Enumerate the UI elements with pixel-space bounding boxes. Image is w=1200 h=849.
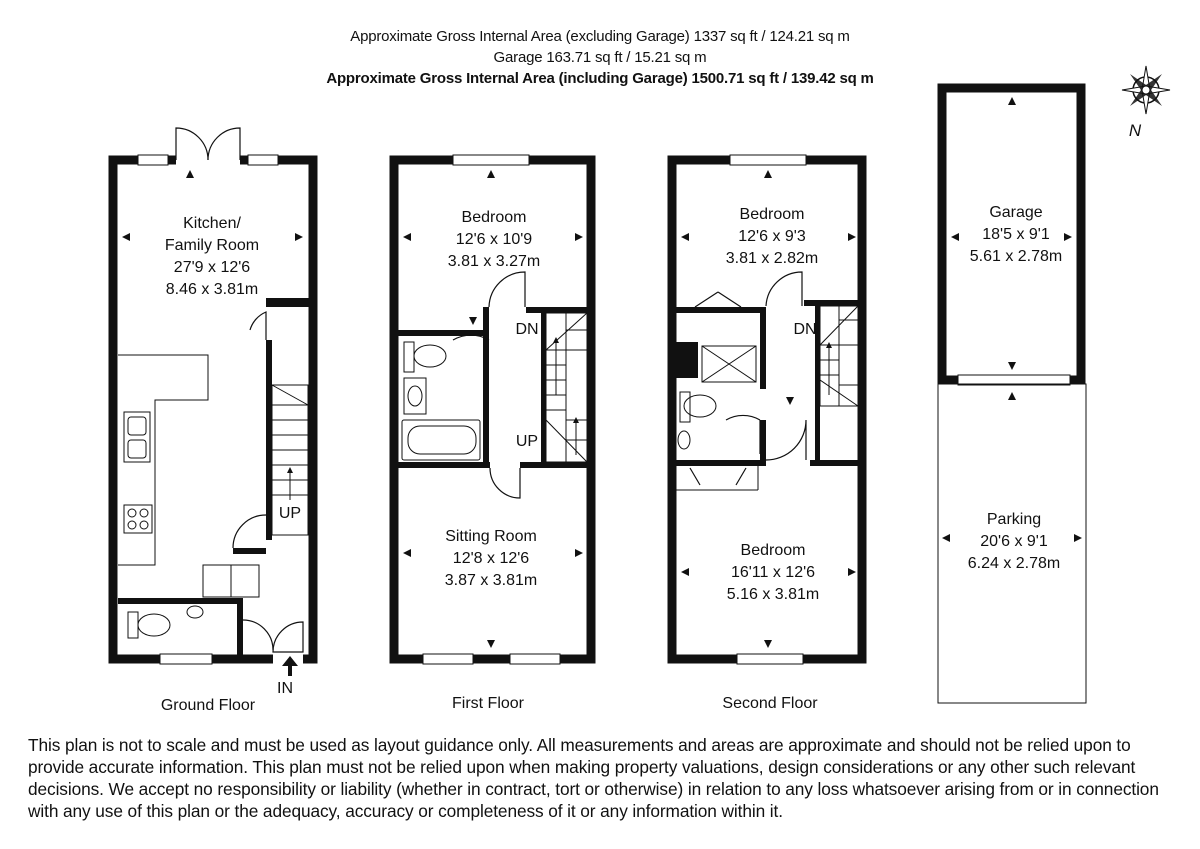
basin [404,378,426,414]
first-floor-plan [394,155,591,712]
sitting-room-door [490,468,520,498]
area-excluding-garage: Approximate Gross Internal Area (excluding Garage) 1337 sq ft / 124.21 sq m [350,28,850,45]
window [423,654,473,664]
entrance-label: IN [277,680,293,697]
window [730,155,806,165]
garage-plan [938,88,1086,703]
dimension-arrows [942,97,1082,542]
first-stairs-down-label: DN [515,321,539,338]
wardrobe-doors [690,468,746,485]
parking-imperial: 20'6 x 9'1 [980,533,1048,550]
entrance-door [273,622,303,652]
ground-floor-outer-wall [113,160,313,659]
wc-door [243,620,273,650]
basin [678,431,690,449]
bathroom-door [726,415,760,454]
second-stairs-down-label: DN [793,321,817,338]
second-bedroom-top-imperial: 12'6 x 9'3 [738,228,806,245]
window [510,654,560,664]
garage-imperial: 18'5 x 9'1 [982,226,1050,243]
kitchen-label-2: Family Room [164,237,260,254]
second-floor-title: Second Floor [722,695,818,712]
wc-wall [118,598,240,604]
second-bedroom-bottom-imperial: 16'11 x 12'6 [730,564,816,581]
sitting-room-wall [398,462,490,468]
second-floor-stairs [820,306,858,406]
wardrobe-doors [695,292,741,307]
sitting-room-wall [520,462,587,468]
second-floor-plan [672,155,862,712]
toilet [680,392,690,422]
basin [187,606,203,618]
second-bedroom-bottom-label: Bedroom [740,542,806,559]
first-bedroom-metric: 3.81 x 3.27m [447,253,541,270]
ground-floor-title: Ground Floor [160,697,256,714]
first-floor-title: First Floor [452,695,524,712]
bedroom-door [489,272,525,307]
stair-wall [541,313,546,463]
wardrobe-wall [676,307,760,313]
first-bedroom-label: Bedroom [461,209,527,226]
duct [676,342,698,378]
hall-door [233,515,266,548]
first-stairs-up-label: UP [515,433,539,450]
ground-floor-plan [113,128,313,714]
bathroom-wall [760,420,766,466]
bedroom-wall [676,460,766,466]
second-bedroom-top-label: Bedroom [739,206,805,223]
area-including-garage: Approximate Gross Internal Area (including Garage) 1500.71 sq ft / 139.42 sq m [326,70,874,87]
parking-label: Parking [986,511,1042,528]
bedroom-wall [810,460,858,466]
garage-label: Garage [989,204,1043,221]
disclaimer: This plan is not to scale and must be used as layout guidance only. All measurements and areas are approximate and should not be relied upon to provide accurate information. This plan must not be relied upon when making property valuations, design considerations or any other such relevant decisions. We accept no responsibility or liability (whether in contract, tort or otherwise) in relation to any loss whatsoever arising from or in connection with any use of this plan or the adequacy, accuracy or completeness of it or any information within it. [28,735,1159,821]
second-bedroom-top-metric: 3.81 x 2.82m [725,250,819,267]
cupboard-door [250,312,266,340]
garage-metric: 5.61 x 2.78m [969,248,1063,265]
window [248,155,278,165]
kitchen-imperial: 27'9 x 12'6 [173,259,251,276]
bedroom-door [766,272,802,306]
sitting-room-imperial: 12'8 x 12'6 [452,550,530,567]
compass-icon [1122,66,1170,114]
sitting-room-label: Sitting Room [445,528,537,545]
toilet [128,612,138,638]
first-floor-stairs [546,313,587,462]
hob [124,505,152,533]
garage-area: Garage 163.71 sq ft / 15.21 sq m [493,49,707,66]
toilet [404,342,414,372]
landing-door [766,420,806,460]
first-bedroom-imperial: 12'6 x 10'9 [455,231,533,248]
second-bedroom-bottom-metric: 5.16 x 3.81m [726,586,820,603]
landing-wall [526,307,587,313]
kitchen-metric: 8.46 x 3.81m [165,281,259,298]
window [737,654,803,664]
sitting-room-metric: 3.87 x 3.81m [444,572,538,589]
parking-metric: 6.24 x 2.78m [967,555,1061,572]
stair-wall [266,340,272,540]
kitchen-label: Kitchen/ [183,215,241,232]
compass-north-label: N [1128,121,1142,140]
bathroom-wall [483,307,489,465]
window [453,155,529,165]
window [160,654,212,664]
landing-wall [804,300,858,306]
ground-stairs-up-label: UP [278,505,302,522]
window [138,155,168,165]
partition-wall [266,298,312,307]
wc-wall [237,598,243,656]
shower-wall [760,307,766,389]
